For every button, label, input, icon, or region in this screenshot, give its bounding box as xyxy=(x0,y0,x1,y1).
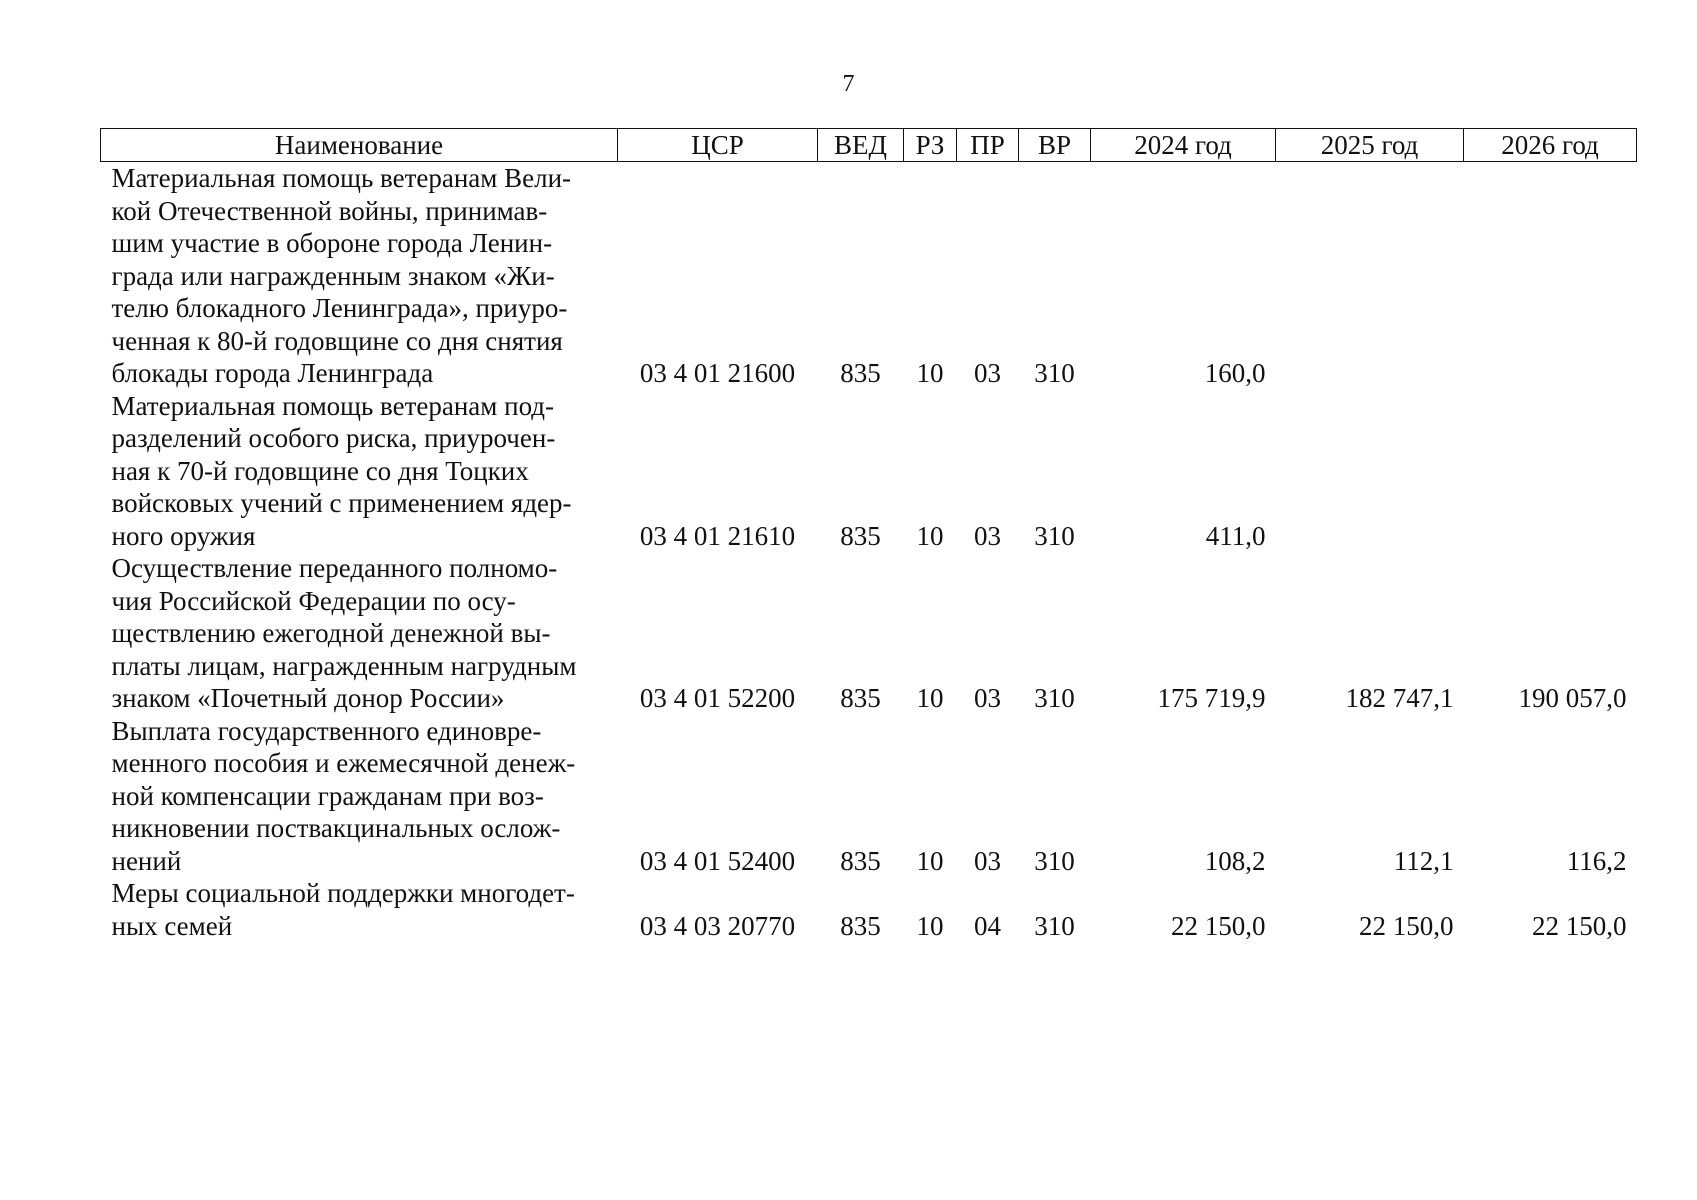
row-rz: 10 xyxy=(916,683,944,713)
table-row xyxy=(101,552,1637,715)
row-2026: 22 150,0 xyxy=(1532,910,1627,941)
row-ved: 835 xyxy=(840,358,881,388)
row-2025 xyxy=(1276,390,1464,553)
row-2025: 112,1 xyxy=(1393,845,1454,876)
row-vr: 310 xyxy=(1034,520,1075,551)
header-pr: ПР xyxy=(957,129,1019,162)
row-2024: 160,0 xyxy=(1204,358,1266,388)
row-2025: 182 747,1 xyxy=(1345,683,1454,713)
row-csr: 03 4 01 52400 xyxy=(639,845,796,876)
table-header-row xyxy=(101,129,1637,162)
row-name: Выплата государственного единовре- менного пособия и ежемесячной денеж- ной компенсации гражданам при воз- никновении поствакцинальных ослож- нений xyxy=(111,715,576,876)
row-2025: 22 150,0 xyxy=(1359,910,1454,941)
header-rz: РЗ xyxy=(904,129,957,162)
row-2024: 175 719,9 xyxy=(1157,683,1266,713)
table-row xyxy=(101,715,1637,878)
row-ved: 835 xyxy=(840,845,881,876)
row-pr: 03 xyxy=(974,683,1001,713)
row-2026: 190 057,0 xyxy=(1518,683,1627,713)
row-2024: 108,2 xyxy=(1204,845,1266,876)
row-pr: 03 xyxy=(974,845,1001,876)
row-2024: 22 150,0 xyxy=(1171,910,1266,941)
row-pr: 04 xyxy=(974,910,1001,941)
row-rz: 10 xyxy=(916,910,944,941)
table-row xyxy=(101,390,1637,553)
header-ved: ВЕД xyxy=(818,129,904,162)
header-2026: 2026 год xyxy=(1464,129,1637,162)
row-vr: 310 xyxy=(1034,358,1075,388)
row-vr: 310 xyxy=(1034,683,1075,713)
row-pr: 03 xyxy=(974,520,1001,551)
row-rz: 10 xyxy=(916,845,944,876)
row-2024: 411,0 xyxy=(1205,520,1266,551)
row-name: Материальная помощь ветеранам под- разделений особого риска, приурочен- ная к 70-й годовщине со дня Тоцких войсковых учений с применением ядер- ного оружия xyxy=(111,390,572,551)
row-pr: 03 xyxy=(974,358,1001,388)
row-name: Материальная помощь ветеранам Вели- кой Отечественной войны, принимав- шим участие в обороне города Ленин- града или награжденным знаком «Жи- телю блокадного Ленинграда», приуро- ченная к 80-й годовщине со дня снятия блокады города Ленинграда xyxy=(111,163,572,388)
row-name: Осуществление переданного полномо- чия Российской Федерации по осу- ществлению ежегодной денежной вы- платы лицам, награжденным нагрудным знаком «Почетный донор России» xyxy=(111,553,577,713)
row-csr: 03 4 03 20770 xyxy=(639,910,796,941)
row-csr: 03 4 01 52200 xyxy=(639,683,796,713)
row-vr: 310 xyxy=(1034,845,1075,876)
row-ved: 835 xyxy=(840,910,881,941)
header-name: Наименование xyxy=(101,129,618,162)
row-rz: 10 xyxy=(916,520,944,551)
header-vr: ВР xyxy=(1019,129,1091,162)
table-row xyxy=(101,162,1637,390)
table-row xyxy=(101,877,1637,942)
header-2024: 2024 год xyxy=(1091,129,1276,162)
row-ved: 835 xyxy=(840,520,881,551)
header-csr: ЦСР xyxy=(618,129,818,162)
row-vr: 310 xyxy=(1034,910,1075,941)
row-2026 xyxy=(1464,162,1637,390)
row-name: Меры социальной поддержки многодет- ных семей xyxy=(111,878,575,941)
page-number: 7 xyxy=(842,71,855,97)
budget-table xyxy=(100,128,1637,942)
row-2026 xyxy=(1464,390,1637,553)
row-csr: 03 4 01 21600 xyxy=(639,358,796,388)
row-2025 xyxy=(1276,162,1464,390)
header-2025: 2025 год xyxy=(1276,129,1464,162)
row-ved: 835 xyxy=(840,683,881,713)
row-csr: 03 4 01 21610 xyxy=(639,520,796,551)
row-rz: 10 xyxy=(916,358,944,388)
row-2026: 116,2 xyxy=(1566,845,1627,876)
